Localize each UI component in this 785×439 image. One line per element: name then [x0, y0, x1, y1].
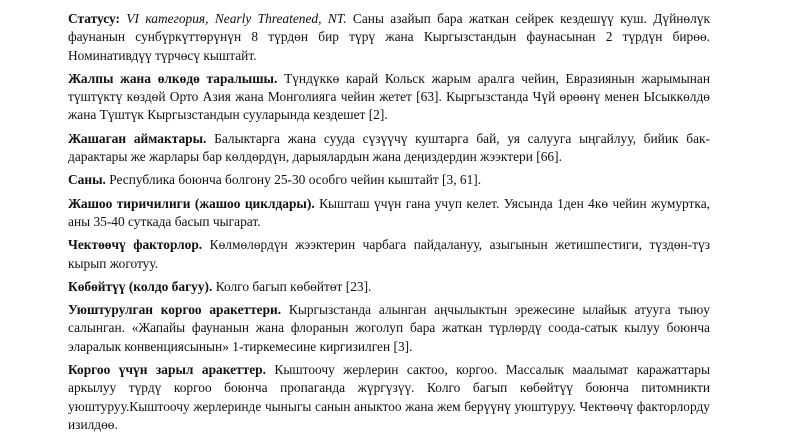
habitat-paragraph [68, 130, 710, 167]
status-category: VI категория, Nearly Threatened, NT. [126, 11, 347, 26]
distribution-text: Түндүккө карай Кольск жарым аралга чейин, Евразиянын жарымынан түштүктү көздөй Орто Азия жана Монголияга чейин жетет [63]. Кыргызстанда Чүй өрөөнү менен Ысыккөлдө жана Түштүк Кыргызстандын сууларында кездешет [2]. [68, 70, 710, 123]
life-cycle-paragraph [68, 195, 710, 232]
population-heading: Саны. [68, 172, 106, 188]
limiting-factors-heading: Чектөөчү факторлор. [68, 237, 203, 253]
protection-measures-paragraph [68, 301, 710, 356]
protection-measures-heading: Уюштурулган коргоо аракеттери. [68, 302, 282, 318]
breeding-heading: Көбөйтүү (колдо багуу). [68, 278, 213, 294]
protection-measures-text: Кыргызстанда алынган аңчылыктын эрежесине ылайык атууга тыюу салынган. «Жапайы фаунанын жана флоранын жоголуп бара жаткан түрлөрдү соода-сатык кылуу боюнча эларалык конвенциясынын» 1-тиркемесине киргизилген [3]. [68, 302, 710, 354]
population-text: Республика боюнча болгону 25-30 особго чейин кыштайт [3, 61]. [109, 172, 482, 188]
distribution-heading: Жалпы жана өлкөдө таралышы. [68, 70, 278, 86]
needed-actions-heading: Коргоо үчүн зарыл аракеттер. [68, 362, 266, 378]
limiting-factors-paragraph [68, 236, 710, 273]
status-heading: Статусу: [68, 11, 121, 26]
status-text: Саны азайып бара жаткан сейрек кездешүү куш. Дүйнөлүк фаунанын сунбүркүттөрүнүн 8 түрдөн бир түрү жана Кыргызстандын фаунасынан 2 түрдүн бирөө. Номинативдүү түрчөсү кыштайт. [68, 11, 710, 63]
needed-actions-text: Кыштоочу жерлерин сактоо, коргоо. Массалык маалымат каражаттары аркылуу түрдү коргоо боюнча пропаганда жүргүзүү. Колго багып көбөйтүү боюнча питомникти уюштуруу.Кыштоочу жерлеринде чыныгы санын аныктоо жана жем берүүнү уюштуруу. Чектөөчү факторлорду изилдөө. [68, 362, 710, 432]
habitat-text: Балыктарга жана сууда сүзүүчү куштарга бай, уя салууга ыңгайлуу, бийик бак-дарактары же жарлары бар көлдөрдүн, дарыялардын жана деңиздердин жээктери [66]. [68, 130, 710, 165]
limiting-factors-text: Көлмөлөрдүн жээктерин чарбага пайдалануу, азыгынын жетишпестиги, түздөн-түз кырып жоготуу. [68, 237, 711, 271]
distribution-paragraph [68, 70, 710, 125]
life-cycle-heading: Жашоо тиричилиги (жашоо циклдары). [68, 195, 315, 211]
population-paragraph [68, 171, 710, 189]
habitat-heading: Жашаган аймактары. [68, 130, 207, 146]
document-body [68, 10, 710, 439]
breeding-paragraph [68, 278, 710, 296]
breeding-text: Колго багып көбөйтөт [23]. [215, 278, 372, 294]
status-paragraph [68, 10, 710, 65]
needed-actions-paragraph [68, 361, 710, 434]
life-cycle-text: Кышташ үчүн гана учуп келет. Уясында 1ден 4кө чейин жумуртка, аны 35-40 суткада басып чыгарат. [68, 195, 710, 229]
